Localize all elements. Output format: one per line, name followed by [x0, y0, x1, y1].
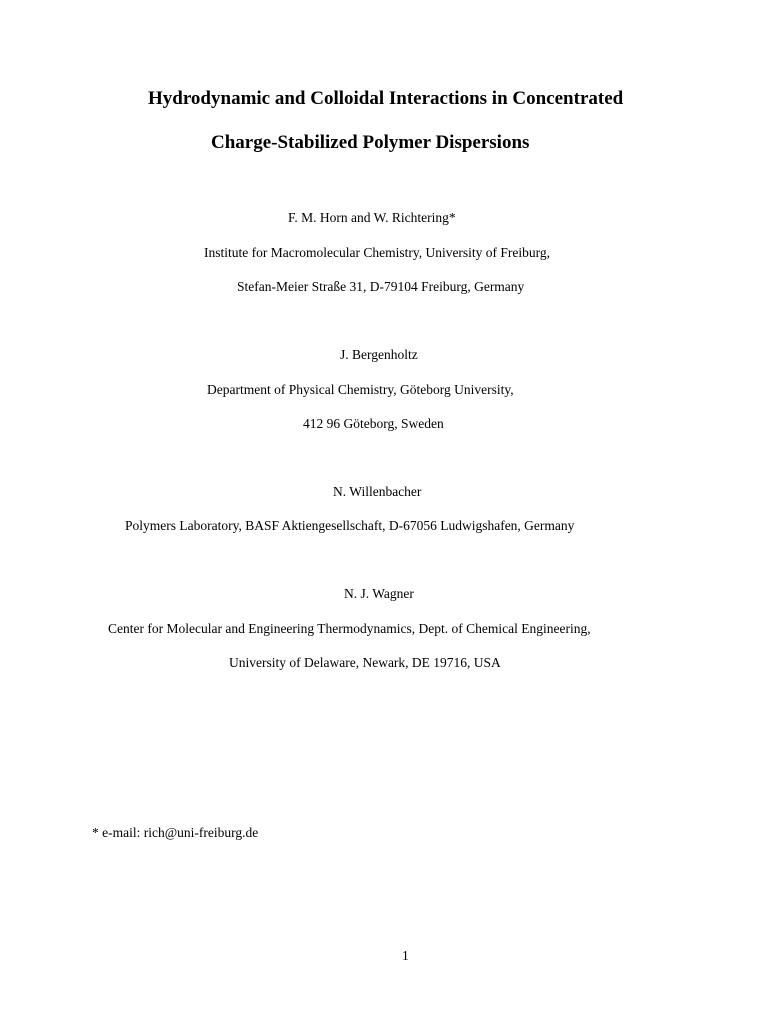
title-line-2: Charge-Stabilized Polymer Dispersions [211, 132, 530, 153]
affiliation-1-line-1: Institute for Macromolecular Chemistry, University of Freiburg, [204, 245, 551, 260]
author-names-2: J. Bergenholtz [340, 347, 418, 362]
affiliation-1-line-2: Stefan-Meier Straße 31, D-79104 Freiburg, Germany [237, 279, 525, 294]
author-names-1: F. M. Horn and W. Richtering* [288, 210, 456, 225]
affiliation-2-line-1: Department of Physical Chemistry, Göteborg University, [207, 382, 514, 397]
affiliation-4-line-1: Center for Molecular and Engineering Thermodynamics, Dept. of Chemical Engineering, [108, 621, 591, 636]
author-names-4: N. J. Wagner [344, 586, 414, 601]
title-line-1: Hydrodynamic and Colloidal Interactions in Concentrated [148, 88, 624, 109]
author-names-3: N. Willenbacher [333, 484, 422, 499]
footnote: * e-mail: rich@uni-freiburg.de [92, 825, 259, 840]
affiliation-3-line-1: Polymers Laboratory, BASF Aktiengesellschaft, D-67056 Ludwigshafen, Germany [125, 518, 575, 533]
page-number: 1 [402, 948, 409, 963]
affiliation-4-line-2: University of Delaware, Newark, DE 19716, USA [229, 655, 501, 670]
affiliation-2-line-2: 412 96 Göteborg, Sweden [303, 416, 444, 431]
